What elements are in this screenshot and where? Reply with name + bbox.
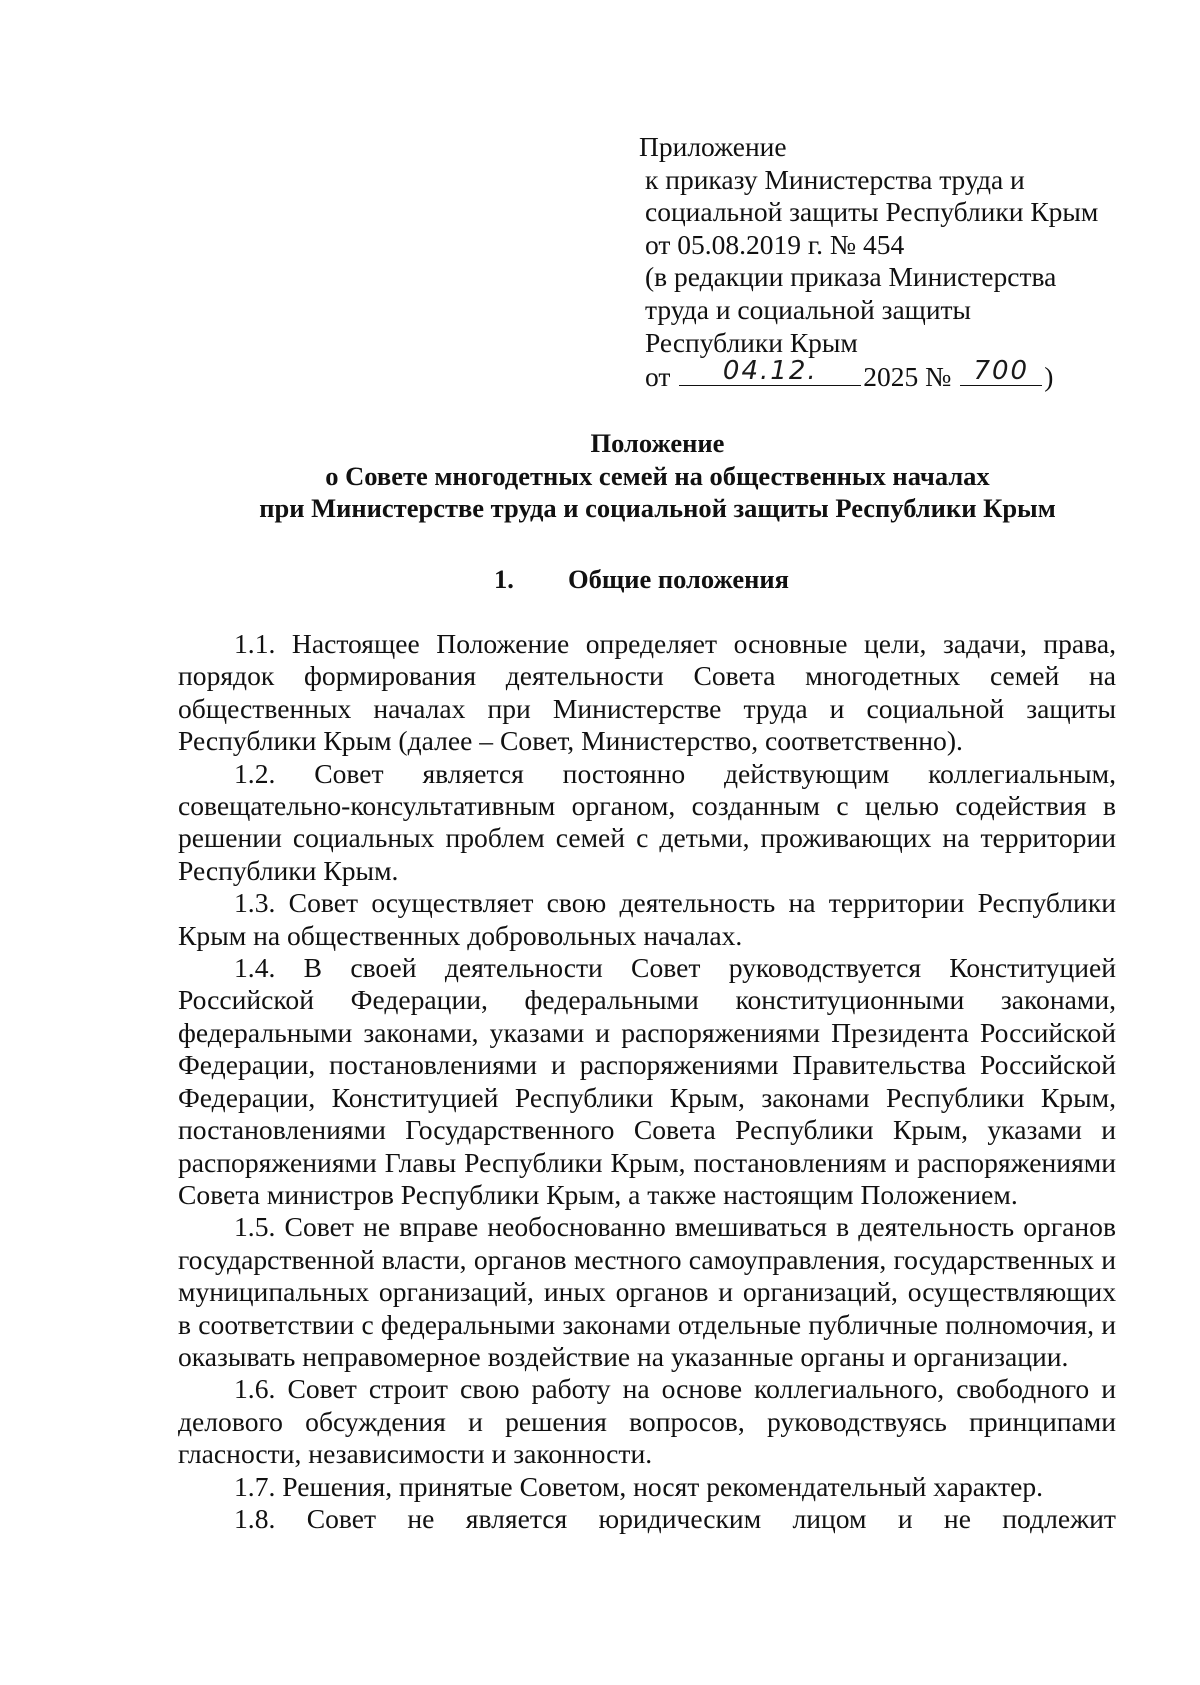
paragraph: 1.1. Настоящее Положение определяет основные цели, задачи, права, порядок формирования деятельности Совета многодетных семей на общественных началах при Министерстве труда и социальной защиты Республики Крым (далее – Совет, Министерство, соответственно). — [178, 628, 1116, 757]
number-blank — [960, 356, 1042, 387]
section-title: Общие положения — [568, 564, 790, 594]
paragraph: 1.5. Совет не вправе необоснованно вмешиваться в деятельность органов государственной власти, органов местного самоуправления, государственных и муниципальных организаций, иных органов и организаций, осуществляющих в соответствии с федеральными законами отдельные публичные полномочия, и оказывать неправомерное воздействие на указанные органы и организации. — [178, 1211, 1116, 1372]
handwritten-number: 700 — [973, 356, 1030, 387]
section-number: 1. — [494, 564, 514, 594]
title-line: при Министерстве труда и социальной защиты Республики Крым — [259, 493, 1056, 523]
title-line: Положение — [590, 428, 725, 458]
appendix-line: (в редакции приказа Министерства — [645, 261, 1057, 293]
appendix-header — [639, 131, 1125, 394]
appendix-date-line — [645, 356, 1125, 394]
appendix-line: Республики Крым — [645, 326, 858, 358]
appendix-line: социальной защиты Республики Крым — [645, 196, 1099, 228]
date-blank — [679, 356, 861, 387]
paragraph: 1.6. Совет строит свою работу на основе коллегиального, свободного и делового обсуждения и решения вопросов, руководствуясь принципами гласности, независимости и законности. — [178, 1373, 1116, 1470]
date-prefix: от — [645, 361, 671, 393]
appendix-line: от 05.08.2019 г. № 454 — [645, 228, 905, 260]
title-line: о Совете многодетных семей на общественных началах — [325, 460, 990, 491]
appendix-line: труда и социальной защиты — [645, 293, 972, 325]
document-title — [170, 427, 1145, 525]
paragraph: 1.8. Совет не является юридическим лицом и не подлежит — [234, 1502, 1116, 1534]
appendix-line: к приказу Министерства труда и — [645, 163, 1025, 195]
paragraph: 1.2. Совет является постоянно действующим коллегиальным, совещательно-консультативным органом, созданным с целью содействия в решении социальных проблем семей с детьми, проживающих на территории Республики Крым. — [178, 757, 1116, 886]
date-suffix: ) — [1044, 361, 1054, 393]
document-body — [178, 628, 1116, 1535]
appendix-line: Приложение — [639, 131, 787, 162]
paragraph: 1.3. Совет осуществляет свою деятельность на территории Республики Крым на общественных добровольных началах. — [178, 887, 1116, 951]
handwritten-date: 04.12. — [722, 356, 818, 387]
paragraph: 1.7. Решения, принятые Советом, носят рекомендательный характер. — [234, 1470, 1044, 1502]
date-year: 2025 № — [863, 361, 952, 393]
paragraph: 1.4. В своей деятельности Совет руководствуется Конституцией Российской Федерации, федеральными конституционными законами, федеральными законами, указами и распоряжениями Президента Российской Федерации, постановлениями и распоряжениями Правительства Российской Федерации, Конституцией Республики Крым, законами Республики Крым, постановлениями Государственного Совета Республики Крым, указами и распоряжениями Главы Республики Крым, постановлениям и распоряжениями Совета министров Республики Крым, а также настоящим Положением. — [178, 952, 1116, 1210]
